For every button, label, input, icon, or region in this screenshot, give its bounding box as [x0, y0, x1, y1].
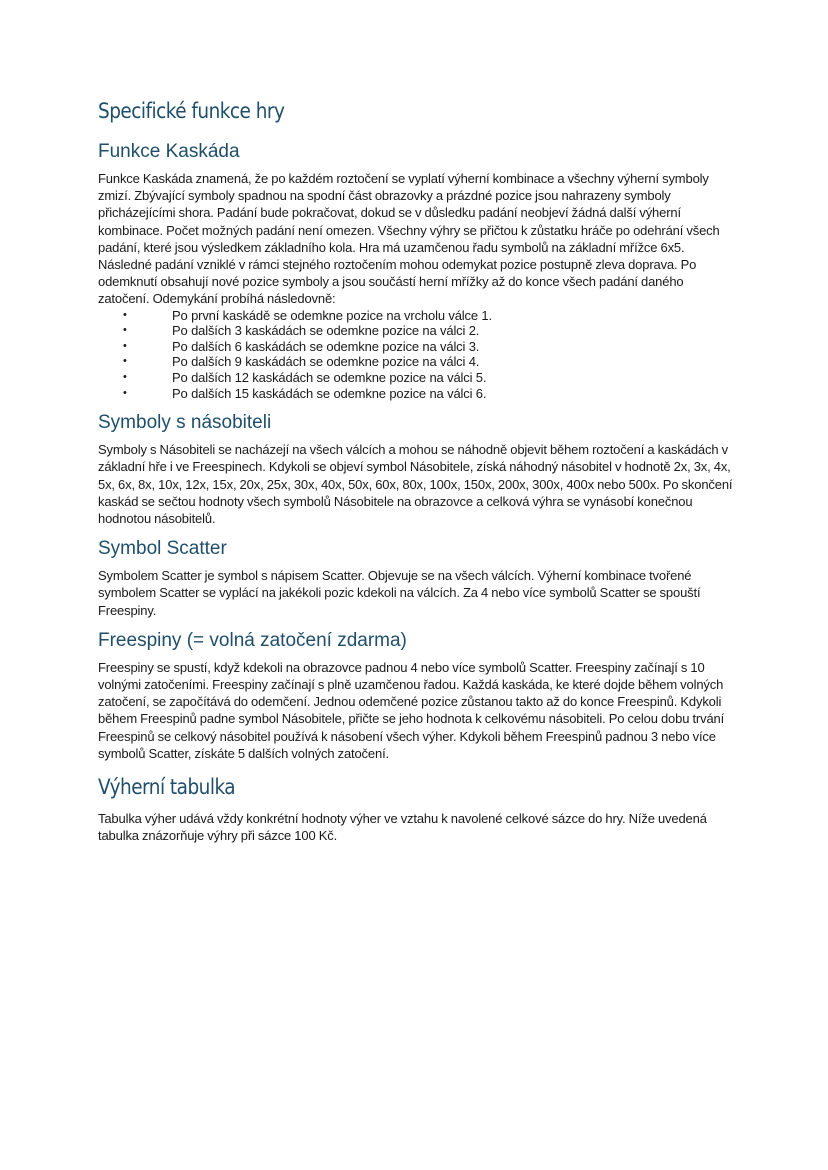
section-scatter [98, 537, 738, 619]
bullet-icon: • [123, 386, 127, 399]
section-heading: Funkce Kaskáda [98, 141, 240, 162]
section-cascade [98, 140, 738, 401]
section-paytable [98, 772, 738, 844]
page-title: Specifické funkce hry [98, 99, 285, 123]
bullet-icon: • [123, 339, 127, 352]
bullet-icon: • [123, 308, 127, 321]
list-item: • Po dalších 9 kaskádách se odemkne pozice na válci 4. [123, 354, 480, 370]
list-item: • Po dalších 12 kaskádách se odemkne pozice na válci 5. [123, 370, 487, 385]
paytable-title: Výherní tabulka [98, 775, 236, 800]
paytable-paragraph: Tabulka výher udává vždy konkrétní hodnoty výher ve vztahu k navolené celkové sázce do hry. Níže uvedená tabulka znázorňuje výhry při sázce 100 Kč. [98, 811, 707, 844]
list-item: • Po první kaskádě se odemkne pozice na vrcholu válce 1. [123, 307, 492, 323]
section-heading: Freespiny (= volná zatočení zdarma) [98, 629, 407, 651]
section-paragraph: Symboly s Násobiteli se nacházejí na všech válcích a mohou se náhodně objevit během roztočení a kaskádách v základní hře i ve Freespinech. Kdykoli se objeví symbol Násobitele, získá náhodný násobitel v hodnotě 2x, 3x, 4x, 5x, 6x, 8x, 10x, 12x, 15x, 20x, 25x, 30x, 40x, 50x, 60x, 80x, 100x, 150x, 200x, 300x, 400x nebo 500x. Po skončení kaskád se sečtou hodnoty všech symbolů Násobitele na obrazovce a celková výhra se vynásobí konečnou hodnotou násobitelů. [98, 442, 733, 526]
section-paragraph: Funkce Kaskáda znamená, že po každém roztočení se vyplatí výherní kombinace a všechny výherní symboly zmizí. Zbývající symboly spadnou na spodní část obrazovky a prázdné pozice jsou nahrazeny symboly přicházejícími shora. Padání bude pokračovat, dokud se v důsledku padání neobjeví žádná další výherní kombinace. Počet možných padání není omezen. Všechny výhry se přičtou k zůstatku hráče po odehrání všech padání, které jsou výsledkem základního kola. Hra má uzamčenou řadu symbolů na základní mřížce 6x5. Následné padání vzniklé v rámci stejného roztočením mohou odemykat pozice postupně zleva doprava. Po odemknutí obsahují nové pozice symboly a jsou součástí herní mřížky až do konce všech padání daného zatočení. Odemykání probíhá následovně: [98, 171, 720, 307]
list-item: • Po dalších 3 kaskádách se odemkne pozice na válci 2. [123, 323, 480, 339]
section-heading: Symbol Scatter [98, 538, 227, 560]
list-item: • Po dalších 6 kaskádách se odemkne pozice na válci 3. [123, 338, 480, 354]
section-paragraph: Symbolem Scatter je symbol s nápisem Scatter. Objevuje se na všech válcích. Výherní kombinace tvořené symbolem Scatter se vyplácí na jakékoli pozic kdekoli na válcích. Za 4 nebo více symbolů Scatter se spouští Freespiny. [98, 568, 701, 618]
section-heading: Symboly s násobiteli [98, 412, 272, 434]
bullet-icon: • [123, 324, 127, 337]
bullet-icon: • [123, 355, 127, 368]
section-paragraph: Freespiny se spustí, když kdekoli na obrazovce padnou 4 nebo více symbolů Scatter. Freespiny začínají s 10 volnými zatočeními. Freespiny začínají s plně uzamčenou řadou. Každá kaskáda, ke které dojde během volných zatočení, se započítává do odemčení. Jednou odemčené pozice zůstanou takto až do konce Freespinů. Kdykoli během Freespinů padne symbol Násobitele, přičte se jeho hodnota k celkovému násobiteli. Po celou dobu trvání Freespinů se celkový násobitel používá k násobení všech výher. Kdykoli během Freespinů padnou 3 nebo více symbolů Scatter, získáte 5 dalších volných zatočení. [98, 659, 725, 761]
list-item: • Po dalších 15 kaskádách se odemkne pozice na válci 6. [123, 385, 487, 401]
section-multipliers [98, 411, 738, 527]
bullet-icon: • [123, 371, 127, 383]
section-freespins [98, 629, 738, 762]
unlock-list [98, 308, 738, 402]
document-page [98, 96, 738, 854]
